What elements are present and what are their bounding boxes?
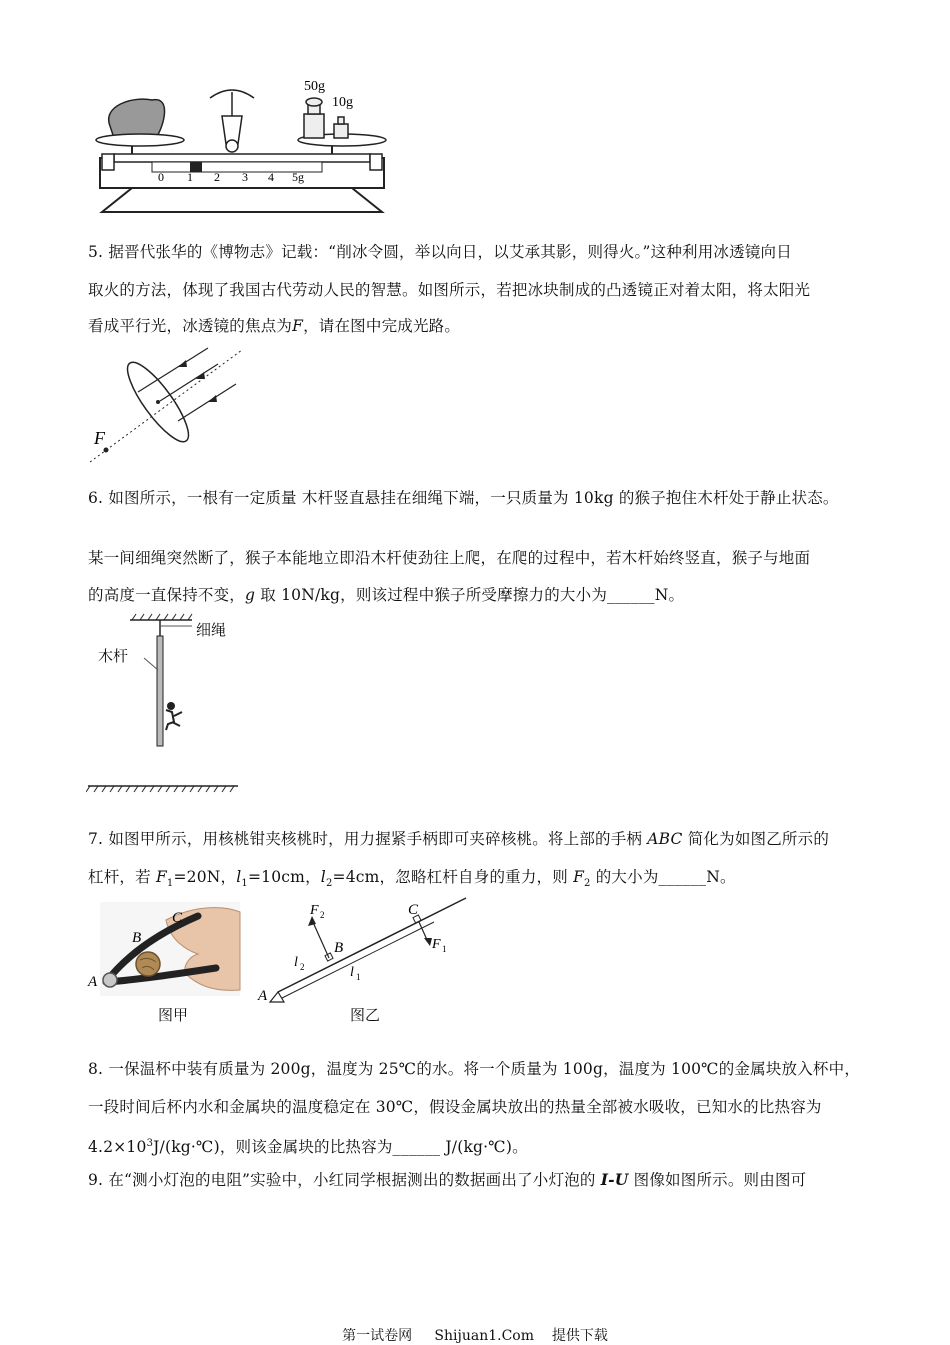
label-l2-sub: 2	[300, 962, 305, 972]
label-l2: l	[294, 955, 298, 970]
scale-tick-3: 3	[242, 170, 248, 184]
caption-jia: 图甲	[158, 1006, 189, 1024]
q6-answer-blank[interactable]: ______	[607, 586, 655, 604]
q7-l2-value: =4cm，忽略杠杆自身的重力，则	[332, 868, 574, 886]
scale-tick-0: 0	[158, 170, 164, 184]
label-f2: F	[310, 903, 319, 918]
rope-label: 细绳	[196, 621, 227, 639]
monkey-rod-figure	[86, 612, 256, 794]
l1-symbol: l	[236, 868, 242, 886]
q6-line-3-text: 的高度一直保持不变，	[88, 586, 246, 604]
f2-subscript: 2	[584, 878, 591, 890]
l1-subscript: 1	[241, 878, 248, 890]
iu-symbol: I-U	[600, 1170, 629, 1189]
q7-line-1-end: 简化为如图乙所示的	[682, 830, 830, 848]
l2-subscript: 2	[325, 878, 333, 890]
q8-line-3-text: J/(kg·℃)，则该金属块的比热容为	[153, 1138, 393, 1157]
q6-line-3-mid: 取 10N/kg，则该过程中猴子所受摩擦力的大小为	[255, 586, 608, 604]
f2-symbol: F	[573, 868, 585, 886]
footer-site-cn: 第一试卷网	[342, 1328, 413, 1344]
q5-line-3-text: 看成平行光，冰透镜的焦点为	[88, 317, 293, 335]
q8-c-water: 4.2×10	[88, 1138, 147, 1157]
q7-answer-blank[interactable]: ______	[658, 868, 707, 886]
nutcracker-photo	[86, 900, 242, 998]
f1-symbol: F	[155, 868, 167, 886]
weight-small-label: 10g	[332, 95, 353, 110]
focus-label: F	[94, 428, 105, 448]
q6-line-2: 某一间细绳突然断了，猴子本能地立即沿木杆使劲往上爬，在爬的过程中，若木杆始终竖直，猴子与地面	[88, 549, 811, 567]
q5-line-3	[88, 316, 460, 336]
footer-site-en[interactable]: Shijuan1.Com	[434, 1328, 535, 1344]
weight-large-label: 50g	[304, 79, 325, 94]
q8-line-1: 8. 一保温杯中装有质量为 200g，温度为 25℃的水。将一个质量为 100g，温度为 100℃的金属块放入杯中，	[88, 1060, 861, 1078]
scale-tick-2: 2	[214, 170, 220, 184]
label-c: C	[408, 902, 419, 918]
g-symbol: g	[245, 586, 256, 604]
q8-answer-blank[interactable]: ______	[392, 1138, 441, 1157]
q9-line-1	[88, 1170, 806, 1190]
q8-line-3-end: J/(kg·℃)。	[440, 1138, 528, 1157]
label-b: B	[334, 940, 344, 956]
q7-line-2-end: N。	[706, 868, 736, 886]
q7-f1-value: =20N，	[173, 868, 237, 886]
q8-exponent: 3	[146, 1138, 154, 1149]
label-f1-sub: 1	[442, 944, 447, 954]
label-b-photo: B	[132, 930, 142, 946]
q6-line-3	[88, 585, 684, 605]
ice-lens-figure	[86, 344, 246, 468]
rod-label: 木杆	[98, 647, 129, 665]
q7-line-2-text: 杠杆，若	[88, 868, 156, 886]
q5-line-1: 5. 据晋代张华的《博物志》记载：“削冰令圆，举以向日，以艾承其影，则得火。”这种利用冰透镜向日	[88, 243, 792, 261]
q5-line-2: 取火的方法，体现了我国古代劳动人民的智慧。如图所示，若把冰块制成的凸透镜正对着太阳，将太阳光	[88, 281, 811, 299]
q7-line-2	[88, 867, 736, 894]
q7-line-2-mid: 的大小为	[590, 868, 659, 886]
scale-tick-1: 1	[187, 170, 193, 184]
lever-diagram	[256, 894, 472, 1006]
label-a: A	[258, 988, 268, 1004]
focus-symbol: F	[292, 317, 304, 335]
footer-action: 提供下载	[551, 1328, 608, 1344]
q9-line-1-text: 9. 在“测小灯泡的电阻”实验中，小红同学根据测出的数据画出了小灯泡的	[88, 1171, 601, 1189]
label-a-photo: A	[88, 974, 98, 990]
q7-l1-value: =10cm，	[247, 868, 321, 886]
label-l1: l	[350, 965, 354, 980]
label-f2-sub: 2	[320, 910, 325, 920]
q5-line-3-end: ，请在图中完成光路。	[303, 317, 461, 335]
q9-line-1-end: 图像如图所示。则由图可	[628, 1171, 807, 1189]
l2-symbol: l	[320, 868, 326, 886]
balance-figure	[92, 76, 392, 218]
scale-tick-5g: 5g	[292, 170, 304, 184]
label-c-photo: C	[172, 910, 183, 926]
label-l1-sub: 1	[356, 972, 361, 982]
q8-line-2: 一段时间后杯内水和金属块的温度稳定在 30℃，假设金属块放出的热量全部被水吸收，已知水的比热容为	[88, 1098, 822, 1116]
scale-tick-4: 4	[268, 170, 274, 184]
q7-line-1	[88, 829, 829, 849]
abc-symbol: ABC	[647, 830, 683, 848]
page-footer	[0, 1325, 950, 1345]
q6-line-1: 6. 如图所示，一根有一定质量 木杆竖直悬挂在细绳下端，一只质量为 10kg 的猴子抱住木杆处于静止状态。	[88, 489, 839, 507]
caption-yi: 图乙	[350, 1006, 381, 1024]
q7-line-1-text: 7. 如图甲所示，用核桃钳夹核桃时，用力握紧手柄即可夹碎核桃。将上部的手柄	[88, 830, 648, 848]
q8-line-3	[88, 1134, 528, 1157]
f1-subscript: 1	[166, 878, 174, 890]
label-f1: F	[432, 937, 441, 952]
q6-line-3-end: N。	[654, 586, 685, 604]
